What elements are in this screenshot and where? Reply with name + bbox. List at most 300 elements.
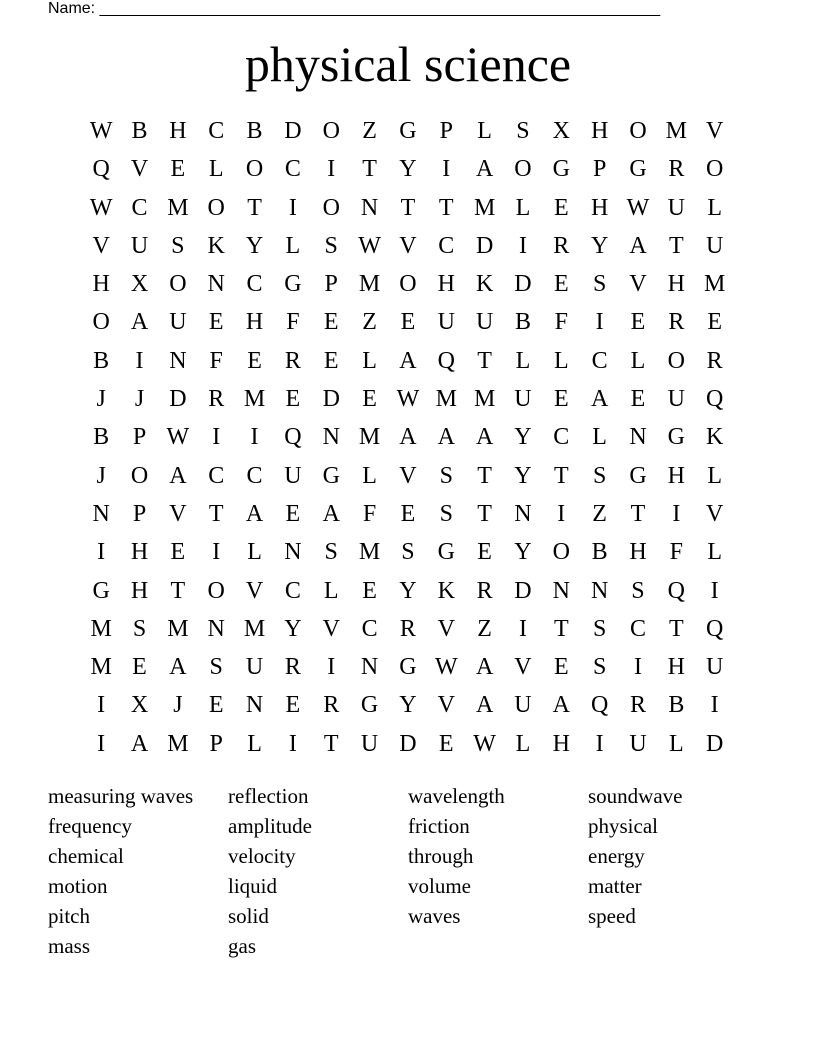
- grid-cell: O: [92, 309, 110, 336]
- grid-cell: Y: [399, 692, 417, 719]
- grid-cell: N: [207, 271, 225, 298]
- grid-cell: G: [629, 462, 647, 489]
- grid-cell: D: [399, 730, 417, 757]
- grid-cell: S: [209, 654, 223, 681]
- grid-cell: C: [284, 577, 301, 604]
- grid-cell: G: [322, 462, 340, 489]
- grid-cell: A: [322, 500, 340, 527]
- grid-cell: G: [552, 156, 570, 183]
- grid-cell: V: [322, 615, 340, 642]
- grid-cell: A: [437, 424, 455, 451]
- grid-cell: A: [475, 156, 494, 183]
- grid-cell: R: [284, 654, 301, 681]
- grid-cell: Z: [362, 118, 377, 144]
- grid-cell: M: [167, 730, 189, 757]
- grid-cell: T: [477, 500, 492, 527]
- grid-cell: L: [515, 194, 531, 221]
- grid-cell: I: [518, 232, 527, 259]
- grid-cell: V: [169, 500, 187, 527]
- grid-cell: Q: [667, 577, 685, 604]
- grid-cell: Y: [245, 232, 264, 259]
- grid-cell: O: [207, 577, 225, 604]
- grid-cell: E: [362, 386, 377, 413]
- grid-row: [82, 572, 734, 610]
- grid-cell: H: [92, 271, 110, 298]
- grid-cell: L: [515, 730, 531, 757]
- grid-cell: W: [473, 730, 496, 757]
- grid-cell: O: [552, 539, 570, 566]
- grid-cell: P: [132, 424, 147, 451]
- letter-grid: [82, 112, 734, 763]
- grid-cell: V: [245, 577, 264, 604]
- grid-cell: C: [629, 615, 646, 642]
- grid-cell: T: [247, 194, 262, 221]
- grid-cell: U: [667, 386, 685, 413]
- grid-cell: L: [477, 118, 492, 144]
- grid-cell: G: [437, 539, 455, 566]
- grid-cell: M: [435, 386, 457, 413]
- grid-cell: X: [552, 118, 570, 144]
- grid-cell: I: [288, 194, 297, 221]
- grid-cell: U: [245, 654, 264, 681]
- grid-cell: S: [592, 615, 607, 642]
- grid-cell: M: [90, 654, 112, 681]
- grid-cell: Q: [284, 424, 302, 451]
- grid-cell: G: [284, 271, 302, 298]
- grid-cell: R: [668, 309, 685, 336]
- grid-cell: K: [475, 271, 494, 298]
- grid-cell: T: [553, 462, 569, 489]
- grid-row: [82, 342, 734, 380]
- grid-cell: B: [514, 309, 531, 336]
- word-list-item: through: [408, 844, 474, 868]
- grid-cell: E: [132, 654, 147, 681]
- grid-cell: C: [208, 118, 225, 144]
- grid-cell: T: [553, 615, 569, 642]
- grid-cell: H: [552, 730, 570, 757]
- grid-cell: O: [130, 462, 149, 489]
- grid-cell: F: [669, 539, 683, 566]
- grid-cell: Q: [92, 156, 110, 183]
- grid-cell: O: [169, 271, 187, 298]
- grid-cell: N: [322, 424, 340, 451]
- grid-cell: S: [439, 500, 453, 527]
- grid-cell: L: [553, 347, 569, 374]
- word-list-item: measuring waves: [48, 784, 194, 808]
- grid-cell: P: [439, 118, 453, 144]
- grid-cell: L: [668, 730, 684, 757]
- grid-cell: E: [438, 730, 454, 757]
- grid-cell: E: [630, 309, 646, 336]
- grid-cell: R: [208, 386, 225, 413]
- grid-cell: L: [323, 577, 339, 604]
- grid-cell: L: [592, 424, 607, 451]
- grid-cell: C: [246, 462, 263, 489]
- grid-cell: C: [591, 347, 608, 374]
- grid-cell: I: [97, 730, 106, 757]
- grid-cell: S: [324, 232, 338, 259]
- grid-cell: B: [131, 118, 148, 144]
- grid-cell: R: [706, 347, 723, 374]
- grid-cell: S: [592, 462, 607, 489]
- grid-cell: L: [707, 194, 722, 221]
- grid-cell: P: [324, 271, 338, 298]
- grid-cell: F: [286, 309, 300, 336]
- grid-cell: W: [166, 424, 190, 451]
- grid-cell: C: [284, 156, 301, 183]
- grid-row: [82, 533, 734, 571]
- grid-cell: X: [130, 271, 149, 298]
- grid-cell: M: [473, 194, 496, 221]
- grid-cell: I: [710, 577, 719, 604]
- word-list-item: frequency: [48, 814, 132, 838]
- grid-cell: T: [668, 615, 684, 642]
- grid-cell: E: [170, 156, 186, 183]
- grid-cell: V: [437, 615, 455, 642]
- grid-cell: Y: [514, 424, 532, 451]
- grid-cell: F: [554, 309, 568, 336]
- grid-row: [82, 227, 734, 265]
- grid-cell: A: [475, 692, 494, 719]
- grid-cell: T: [208, 500, 224, 527]
- grid-cell: U: [629, 730, 647, 757]
- grid-cell: T: [362, 156, 377, 183]
- grid-cell: M: [90, 615, 112, 642]
- grid-row: [82, 380, 734, 418]
- grid-cell: I: [327, 654, 336, 681]
- grid-cell: G: [399, 654, 417, 681]
- grid-cell: L: [285, 232, 301, 259]
- grid-cell: T: [170, 577, 186, 604]
- grid-cell: V: [92, 232, 110, 259]
- word-list-item: waves: [408, 904, 461, 928]
- grid-cell: U: [667, 194, 685, 221]
- grid-row: [82, 303, 734, 341]
- grid-row: [82, 648, 734, 686]
- grid-row: [82, 610, 734, 648]
- grid-cell: D: [475, 232, 494, 259]
- page-title: physical science: [244, 36, 572, 92]
- grid-cell: Y: [399, 577, 417, 604]
- grid-cell: N: [514, 500, 532, 527]
- grid-cell: A: [629, 232, 647, 259]
- grid-cell: V: [399, 462, 417, 489]
- grid-cell: A: [590, 386, 609, 413]
- grid-cell: E: [362, 577, 377, 604]
- grid-cell: R: [476, 577, 493, 604]
- grid-cell: B: [93, 347, 110, 374]
- grid-cell: V: [130, 156, 149, 183]
- grid-cell: P: [132, 500, 147, 527]
- grid-cell: H: [590, 118, 609, 144]
- grid-cell: I: [212, 424, 221, 451]
- grid-cell: I: [250, 424, 259, 451]
- grid-cell: E: [170, 539, 186, 566]
- grid-cell: Z: [592, 500, 607, 527]
- grid-cell: I: [633, 654, 642, 681]
- grid-cell: H: [629, 539, 647, 566]
- grid-cell: B: [668, 692, 685, 719]
- grid-cell: E: [323, 309, 339, 336]
- grid-cell: U: [706, 654, 724, 681]
- grid-cell: T: [400, 194, 416, 221]
- grid-cell: G: [360, 692, 379, 719]
- grid-cell: E: [400, 500, 416, 527]
- grid-cell: N: [629, 424, 647, 451]
- grid-cell: I: [288, 730, 297, 757]
- grid-cell: T: [477, 347, 492, 374]
- grid-cell: D: [169, 386, 187, 413]
- grid-cell: B: [246, 118, 263, 144]
- grid-cell: K: [706, 424, 724, 451]
- grid-cell: L: [247, 730, 262, 757]
- grid-cell: A: [475, 424, 494, 451]
- grid-cell: W: [396, 386, 420, 413]
- grid-cell: H: [245, 309, 264, 336]
- grid-cell: E: [553, 386, 569, 413]
- grid-cell: M: [358, 271, 381, 298]
- grid-cell: E: [553, 271, 569, 298]
- grid-cell: W: [626, 194, 650, 221]
- grid-cell: C: [553, 424, 570, 451]
- grid-cell: A: [169, 462, 187, 489]
- grid-cell: O: [245, 156, 264, 183]
- grid-cell: I: [327, 156, 336, 183]
- grid-cell: S: [439, 462, 453, 489]
- grid-cell: P: [592, 156, 607, 183]
- grid-cell: M: [167, 615, 189, 642]
- name-field-line: Name: _______________________________________________________________: [48, 0, 661, 17]
- grid-cell: N: [92, 500, 110, 527]
- grid-cell: S: [171, 232, 185, 259]
- grid-cell: A: [245, 500, 264, 527]
- grid-cell: R: [668, 156, 685, 183]
- grid-cell: I: [97, 539, 106, 566]
- grid-cell: L: [362, 462, 377, 489]
- grid-cell: A: [130, 309, 149, 336]
- grid-cell: M: [665, 118, 687, 144]
- grid-cell: G: [399, 118, 417, 144]
- grid-cell: E: [285, 500, 301, 527]
- word-list-item: mass: [48, 934, 90, 958]
- grid-cell: L: [208, 156, 224, 183]
- grid-cell: D: [284, 118, 302, 144]
- word-list-item: soundwave: [588, 784, 683, 808]
- grid-row: [82, 418, 734, 456]
- grid-cell: N: [360, 654, 379, 681]
- word-list-item: pitch: [48, 904, 90, 928]
- grid-cell: U: [284, 462, 302, 489]
- grid-cell: O: [629, 118, 647, 144]
- grid-cell: U: [514, 692, 532, 719]
- grid-cell: Q: [706, 615, 724, 642]
- grid-row: [82, 495, 734, 533]
- grid-cell: N: [552, 577, 570, 604]
- grid-cell: C: [131, 194, 148, 221]
- word-list-item: reflection: [228, 784, 309, 808]
- grid-row: [82, 725, 734, 763]
- grid-cell: L: [707, 539, 722, 566]
- grid-cell: U: [130, 232, 149, 259]
- word-list-item: energy: [588, 844, 645, 868]
- word-list: [48, 781, 768, 961]
- grid-cell: B: [93, 424, 110, 451]
- grid-cell: S: [631, 577, 645, 604]
- grid-row: [82, 686, 734, 724]
- grid-cell: R: [399, 615, 416, 642]
- grid-cell: R: [629, 692, 646, 719]
- grid-cell: M: [358, 539, 381, 566]
- grid-cell: S: [592, 271, 607, 298]
- word-list-item: gas: [228, 934, 256, 958]
- grid-cell: Y: [284, 615, 302, 642]
- grid-cell: G: [629, 156, 647, 183]
- word-list-item: solid: [228, 904, 269, 928]
- grid-cell: O: [667, 347, 685, 374]
- grid-cell: E: [707, 309, 722, 336]
- grid-cell: E: [285, 692, 301, 719]
- grid-cell: M: [358, 424, 381, 451]
- grid-cell: V: [706, 500, 724, 527]
- grid-cell: T: [323, 730, 339, 757]
- grid-cell: Y: [514, 462, 532, 489]
- grid-cell: E: [553, 654, 569, 681]
- grid-cell: H: [130, 577, 149, 604]
- grid-cell: C: [246, 271, 263, 298]
- grid-cell: G: [667, 424, 685, 451]
- grid-cell: I: [212, 539, 221, 566]
- grid-cell: C: [208, 462, 225, 489]
- grid-cell: T: [668, 232, 684, 259]
- grid-cell: N: [169, 347, 187, 374]
- grid-cell: V: [399, 232, 417, 259]
- grid-cell: F: [209, 347, 223, 374]
- grid-cell: X: [130, 692, 149, 719]
- word-list-item: friction: [408, 814, 470, 838]
- grid-cell: Z: [362, 309, 377, 336]
- grid-cell: M: [704, 271, 726, 298]
- grid-cell: I: [557, 500, 566, 527]
- grid-cell: D: [706, 730, 724, 757]
- grid-cell: W: [358, 232, 381, 259]
- grid-cell: I: [672, 500, 681, 527]
- word-list-item: speed: [588, 904, 636, 928]
- grid-cell: A: [475, 654, 494, 681]
- grid-cell: I: [442, 156, 451, 183]
- grid-cell: L: [630, 347, 646, 374]
- grid-cell: N: [245, 692, 264, 719]
- grid-cell: Z: [477, 615, 492, 642]
- grid-cell: U: [437, 309, 455, 336]
- grid-cell: I: [595, 730, 604, 757]
- grid-row: [82, 189, 734, 227]
- grid-cell: W: [434, 654, 458, 681]
- word-list-item: velocity: [228, 844, 296, 868]
- grid-cell: H: [667, 654, 685, 681]
- grid-cell: Q: [590, 692, 609, 719]
- grid-cell: O: [322, 118, 340, 144]
- grid-cell: U: [706, 232, 724, 259]
- grid-cell: R: [284, 347, 301, 374]
- grid-cell: L: [247, 539, 262, 566]
- grid-cell: E: [400, 309, 416, 336]
- grid-cell: U: [514, 386, 532, 413]
- grid-cell: K: [437, 577, 455, 604]
- grid-row: [82, 265, 734, 303]
- grid-cell: I: [97, 692, 106, 719]
- grid-cell: S: [132, 615, 147, 642]
- grid-cell: E: [553, 194, 569, 221]
- grid-cell: J: [134, 386, 145, 413]
- grid-cell: E: [247, 347, 262, 374]
- grid-cell: D: [322, 386, 340, 413]
- grid-cell: Y: [590, 232, 609, 259]
- grid-cell: C: [438, 232, 455, 259]
- grid-cell: J: [96, 386, 106, 413]
- grid-cell: N: [207, 615, 225, 642]
- grid-cell: O: [322, 194, 340, 221]
- grid-cell: T: [477, 462, 492, 489]
- grid-cell: O: [514, 156, 532, 183]
- word-list-item: liquid: [228, 874, 278, 898]
- grid-cell: L: [362, 347, 377, 374]
- grid-cell: H: [590, 194, 609, 221]
- grid-cell: S: [516, 118, 530, 144]
- grid-cell: V: [706, 118, 724, 144]
- grid-cell: B: [591, 539, 608, 566]
- grid-cell: M: [167, 194, 189, 221]
- word-list-item: physical: [588, 814, 658, 838]
- grid-cell: K: [207, 232, 225, 259]
- grid-cell: S: [401, 539, 415, 566]
- grid-cell: S: [592, 654, 607, 681]
- grid-cell: E: [208, 692, 224, 719]
- grid-cell: I: [595, 309, 604, 336]
- grid-cell: N: [284, 539, 302, 566]
- word-list-item: chemical: [48, 844, 124, 868]
- grid-cell: I: [518, 615, 527, 642]
- grid-cell: O: [399, 271, 417, 298]
- grid-cell: F: [362, 500, 377, 527]
- grid-cell: A: [552, 692, 570, 719]
- grid-cell: E: [208, 309, 224, 336]
- grid-cell: R: [323, 692, 340, 719]
- grid-cell: E: [285, 386, 301, 413]
- grid-cell: I: [135, 347, 144, 374]
- word-list-item: matter: [588, 874, 642, 898]
- grid-cell: I: [710, 692, 719, 719]
- grid-cell: A: [169, 654, 187, 681]
- word-list-item: wavelength: [408, 784, 505, 808]
- word-list-item: volume: [408, 874, 471, 898]
- grid-cell: S: [324, 539, 338, 566]
- grid-cell: E: [477, 539, 492, 566]
- grid-cell: U: [475, 309, 494, 336]
- grid-cell: A: [130, 730, 149, 757]
- grid-row: [82, 150, 734, 188]
- grid-cell: P: [209, 730, 223, 757]
- grid-cell: V: [629, 271, 647, 298]
- word-list-item: motion: [48, 874, 108, 898]
- grid-cell: N: [360, 194, 379, 221]
- grid-cell: O: [207, 194, 225, 221]
- grid-cell: Q: [437, 347, 455, 374]
- grid-cell: M: [473, 386, 496, 413]
- grid-row: [82, 457, 734, 495]
- grid-cell: Y: [399, 156, 417, 183]
- grid-cell: D: [514, 577, 532, 604]
- grid-cell: L: [515, 347, 531, 374]
